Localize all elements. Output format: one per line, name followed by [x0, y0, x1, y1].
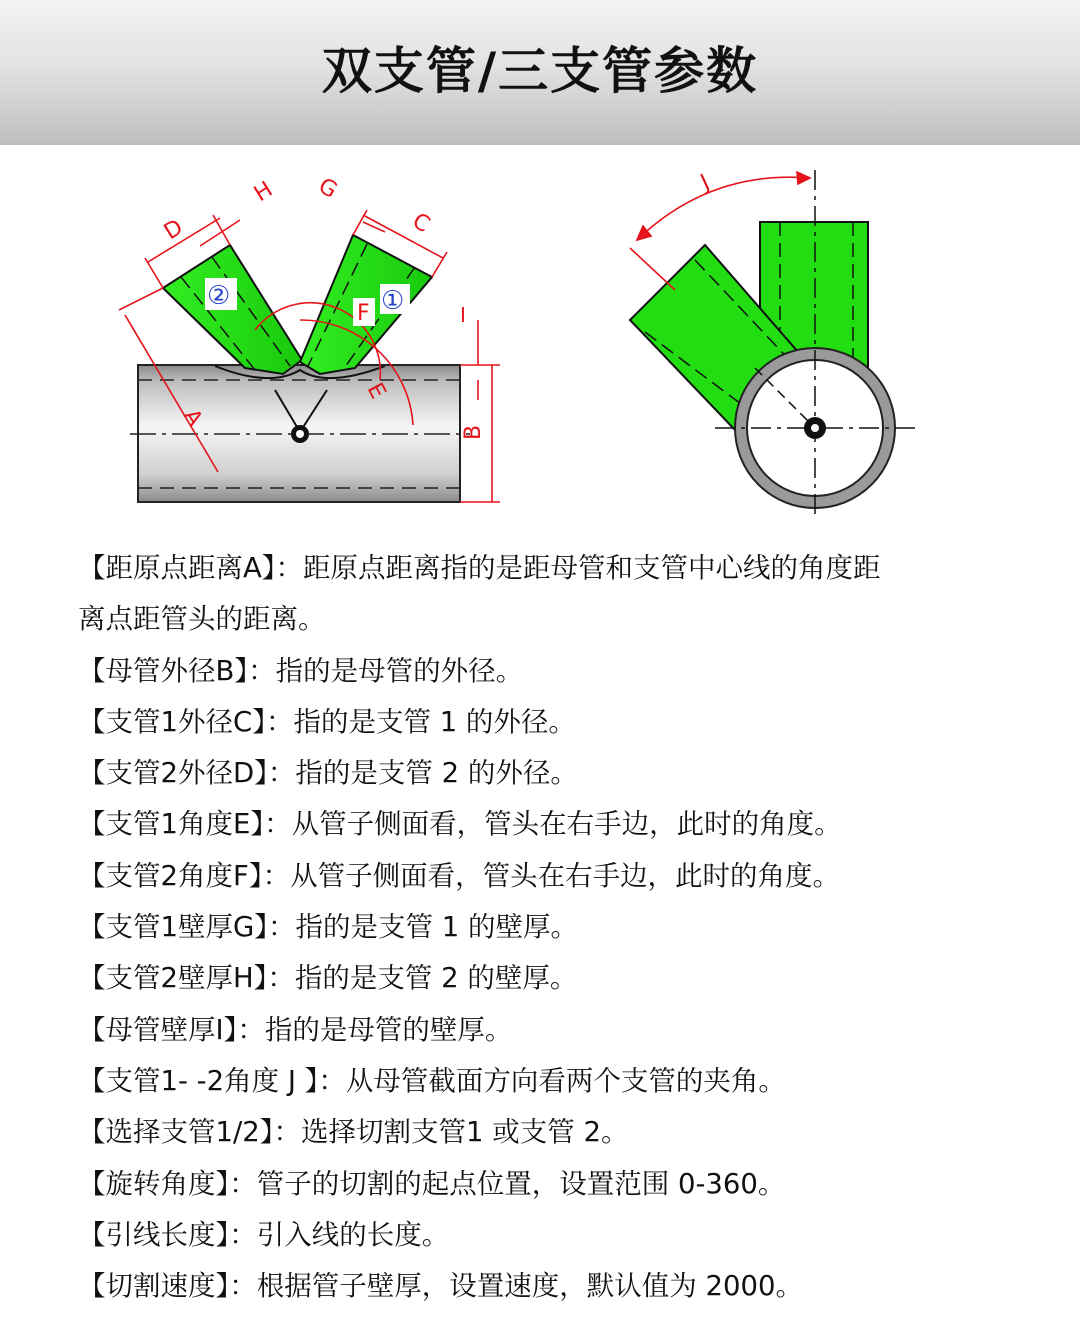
- desc-line: 【母管外径B】：指的是母管的外径。: [78, 654, 524, 687]
- desc-line: 【选择支管1/2】：选择切割支管1 或支管 2。: [78, 1116, 629, 1149]
- desc-line: 【支管2壁厚H】：指的是支管 2 的壁厚。: [78, 962, 578, 995]
- label-d: D: [159, 214, 188, 246]
- desc-line: 【支管2外径D】：指的是支管 2 的外径。: [78, 757, 578, 790]
- desc-line: 【支管1壁厚G】：指的是支管 1 的壁厚。: [78, 911, 579, 944]
- label-branch-1: ①: [381, 286, 405, 316]
- label-j: J: [696, 170, 714, 196]
- desc-line: 【距原点距离A】：距原点距离指的是距母管和支管中心线的角度距: [78, 552, 881, 584]
- desc-line: 【切割速度】：根据管子壁厚，设置速度，默认值为 2000。: [78, 1270, 803, 1303]
- label-e: E: [361, 379, 391, 404]
- page-title: 双支管/三支管参数: [321, 41, 759, 100]
- desc-line: 【母管壁厚I】：指的是母管的壁厚。: [78, 1013, 513, 1046]
- label-c: C: [408, 208, 434, 238]
- label-h: H: [249, 177, 278, 208]
- label-f: F: [357, 301, 370, 326]
- label-g: G: [314, 173, 342, 204]
- title-banner: [0, 0, 1080, 145]
- desc-line: 【支管1外径C】：指的是支管 1 的外径。: [78, 705, 576, 738]
- cross-section-diagram: [615, 160, 925, 520]
- label-i: I: [460, 303, 466, 327]
- desc-line: 【支管1- -2角度 J 】：从母管截面方向看两个支管的夹角。: [78, 1064, 786, 1097]
- label-branch-2: ②: [207, 281, 231, 311]
- desc-line: 【引线长度】：引入线的长度。: [78, 1218, 450, 1251]
- parameter-descriptions: [78, 543, 1038, 1312]
- side-view-diagram: [95, 170, 515, 515]
- desc-line: 【旋转角度】：管子的切割的起点位置，设置范围 0-360。: [78, 1167, 786, 1200]
- desc-line: 【支管2角度F】：从管子侧面看，管头在右手边，此时的角度。: [78, 859, 841, 892]
- label-b: B: [461, 424, 486, 440]
- label-a: A: [177, 404, 208, 431]
- desc-line: 【支管1角度E】：从管子侧面看，管头在右手边，此时的角度。: [78, 808, 842, 841]
- desc-line: 离点距管头的距离。: [78, 603, 326, 636]
